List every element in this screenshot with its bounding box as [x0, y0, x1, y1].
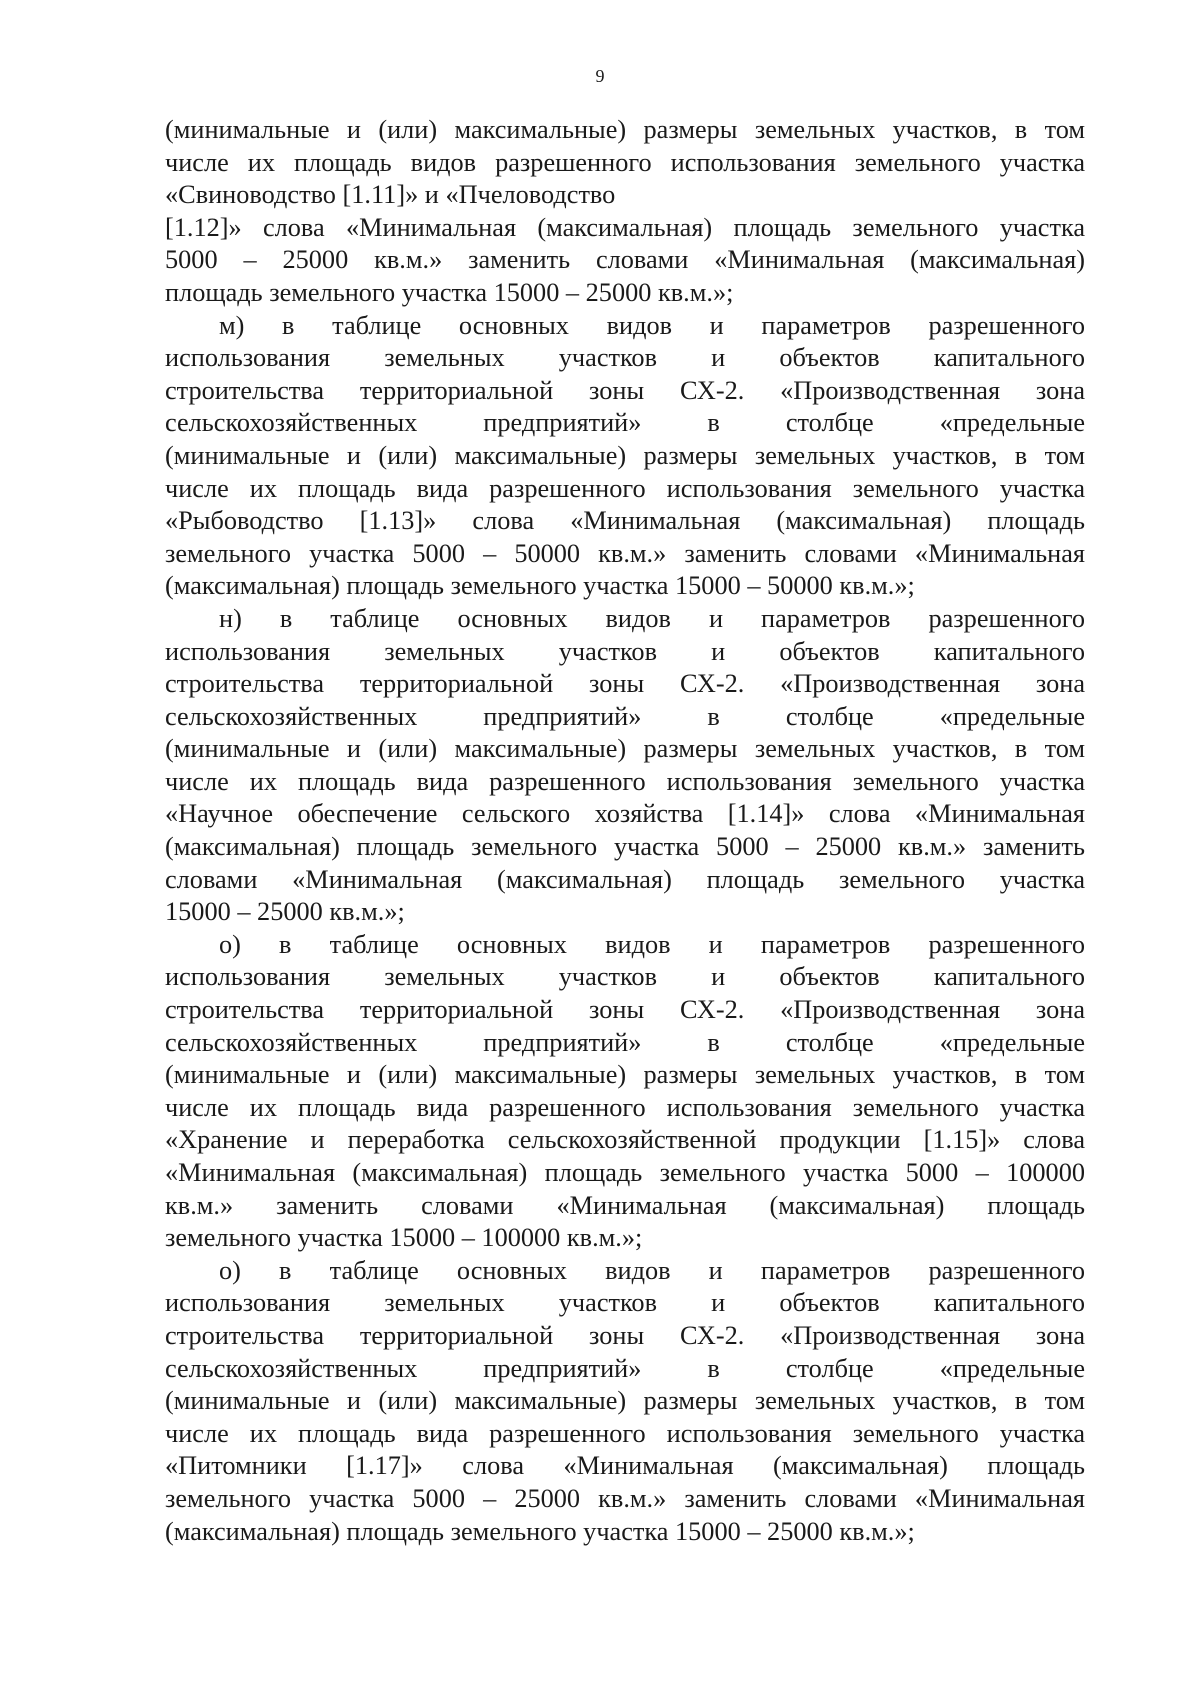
text-line: использования земельных участков и объектов капитального — [165, 343, 1085, 373]
text-line: «Хранение и переработка сельскохозяйственной продукции [1.15]» слова — [165, 1125, 1085, 1155]
text-line: использования земельных участков и объектов капитального — [165, 1288, 1085, 1318]
text-line: (минимальные и (или) максимальные) размеры земельных участков, в том — [165, 734, 1085, 764]
text-line: строительства территориальной зоны СХ-2. «Производственная зона — [165, 995, 1085, 1025]
text-line: кв.м.» заменить словами «Минимальная (максимальная) площадь — [165, 1190, 1085, 1220]
text-line: «Минимальная (максимальная) площадь земельного участка 5000 – 100000 — [165, 1158, 1085, 1187]
text-line: числе их площадь вида разрешенного использования земельного участка — [165, 1418, 1085, 1448]
text-line: (минимальные и (или) максимальные) размеры земельных участков, в том — [165, 1060, 1085, 1090]
text-line: «Научное обеспечение сельского хозяйства [1.14]» слова «Минимальная — [165, 799, 1085, 829]
text-line: сельскохозяйственных предприятий» в столбце «предельные — [165, 1027, 1085, 1057]
text-line: о) в таблице основных видов и параметров разрешенного — [219, 929, 1085, 959]
text-line: (максимальная) площадь земельного участка 15000 – 25000 кв.м.»; — [165, 1516, 915, 1546]
text-line: строительства территориальной зоны СХ-2. «Производственная зона — [165, 669, 1085, 699]
text-line: 5000 – 25000 кв.м.» заменить словами «Минимальная (максимальная) — [165, 245, 1085, 275]
text-line: площадь земельного участка 15000 – 25000 кв.м.»; — [165, 277, 734, 307]
text-line: строительства территориальной зоны СХ-2. «Производственная зона — [165, 1320, 1085, 1350]
text-line: (максимальная) площадь земельного участка 5000 – 25000 кв.м.» заменить — [165, 832, 1085, 862]
text-line: строительства территориальной зоны СХ-2. «Производственная зона — [165, 375, 1085, 405]
text-line: о) в таблице основных видов и параметров разрешенного — [219, 1255, 1085, 1285]
text-line: [1.12]» слова «Минимальная (максимальная) площадь земельного участка — [165, 212, 1085, 242]
text-line: сельскохозяйственных предприятий» в столбце «предельные — [165, 701, 1085, 731]
text-line: земельного участка 15000 – 100000 кв.м.»; — [165, 1223, 643, 1253]
text-line: (максимальная) площадь земельного участка 15000 – 50000 кв.м.»; — [165, 571, 915, 601]
text-line: числе их площадь вида разрешенного использования земельного участка — [165, 1092, 1085, 1122]
text-line: н) в таблице основных видов и параметров разрешенного — [219, 603, 1085, 633]
document-body — [165, 114, 1085, 1548]
text-line: использования земельных участков и объектов капитального — [165, 962, 1085, 992]
text-line: (минимальные и (или) максимальные) размеры земельных участков, в том — [165, 115, 1085, 144]
text-line: сельскохозяйственных предприятий» в столбце «предельные — [165, 1353, 1085, 1383]
text-line: числе их площадь видов разрешенного использования земельного участка — [165, 147, 1085, 177]
text-line: (минимальные и (или) максимальные) размеры земельных участков, в том — [165, 440, 1085, 470]
text-line: «Рыбоводство [1.13]» слова «Минимальная (максимальная) площадь — [165, 506, 1085, 536]
text-line: «Питомники [1.17]» слова «Минимальная (максимальная) площадь — [165, 1451, 1085, 1481]
text-line: «Свиноводство [1.11]» и «Пчеловодство — [165, 180, 616, 210]
text-line: числе их площадь вида разрешенного использования земельного участка — [165, 473, 1085, 503]
text-line: (минимальные и (или) максимальные) размеры земельных участков, в том — [165, 1386, 1085, 1416]
text-line: земельного участка 5000 – 50000 кв.м.» заменить словами «Минимальная — [165, 538, 1085, 568]
text-line: словами «Минимальная (максимальная) площадь земельного участка — [165, 864, 1085, 894]
text-line: использования земельных участков и объектов капитального — [165, 636, 1085, 666]
text-line: земельного участка 5000 – 25000 кв.м.» заменить словами «Минимальная — [165, 1483, 1085, 1513]
text-line: 15000 – 25000 кв.м.»; — [165, 897, 405, 927]
text-line: сельскохозяйственных предприятий» в столбце «предельные — [165, 408, 1085, 438]
text-line: м) в таблице основных видов и параметров разрешенного — [219, 310, 1085, 340]
text-line: числе их площадь вида разрешенного использования земельного участка — [165, 766, 1085, 796]
page-number: 9 — [595, 66, 605, 86]
